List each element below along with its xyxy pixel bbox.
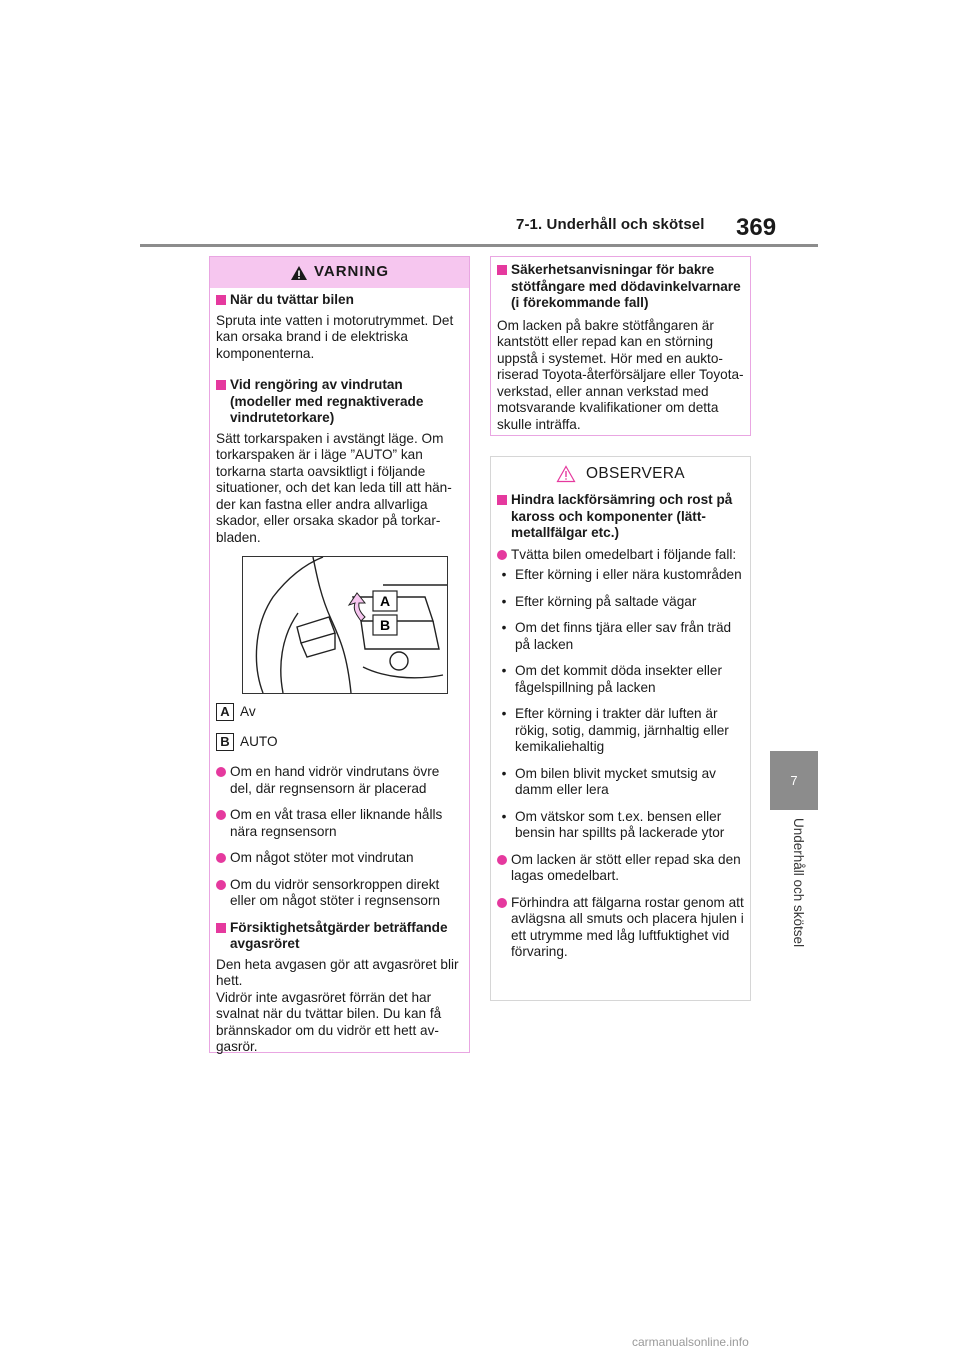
bullet-mark: • [501,620,507,635]
warning-header [210,257,469,288]
steering-column-drawing [243,557,447,693]
list-item [497,852,744,885]
list-item-text: Om vätskor som t.ex. bensen eller bensin har spillts på lackerade ytor [515,808,725,840]
square-bullet-icon [497,265,507,275]
list-item-text: Om det kommit döda insekter eller fågelspillning på lacken [515,663,723,695]
chapter-tab[interactable]: 7 [770,751,818,810]
list-item [497,766,744,799]
bullet-mark: • [501,808,507,824]
bullet-mark: • [501,593,507,609]
list-item-text: Om en våt trasa eller liknande hålls nära regnsensorn [230,807,443,839]
legend-item [216,702,463,722]
square-bullet-icon [216,923,226,933]
warning-triangle-icon [290,265,308,281]
paragraph: Vidrör inte avgasröret förrän det har svalnat när du tvättar bilen. Du kan få brännskador om du vidrör ett hett avgasrör. [216,989,442,1054]
round-bullet-icon [216,853,226,863]
list-item [497,706,744,756]
bullet-mark: • [501,765,507,781]
round-bullet-icon [216,810,226,820]
round-bullet-icon [497,898,507,908]
heading-text: När du tvättar bilen [230,292,354,307]
heading-text: Vid rengöring av vindrutan (modeller med regnaktiverade vindrutetorkare) [230,377,424,425]
watermark: carmanualsonline.info [632,1335,749,1349]
header-rule [140,244,818,247]
chapter-label: Underhåll och skötsel [791,818,806,948]
heading-text: Hindra lackförsämring och rost på kaross och komponenter (lättmetallfälgar etc.) [511,492,733,540]
list-item-text: Om en hand vidrör vindrutans övre del, där regnsensorn är placerad [230,764,440,796]
list-item [216,850,463,867]
wiper-lever-illustration [242,556,448,694]
legend-label: Av [240,703,256,719]
list-item [497,567,744,584]
round-bullet-icon [216,767,226,777]
section-heading [497,262,744,312]
section-heading [216,292,463,309]
bullet-mark: • [501,706,507,721]
square-bullet-icon [216,380,226,390]
list-item [497,809,744,842]
list-item [216,764,463,797]
list-item-text: Efter körning i eller nära kustområden [515,567,742,582]
section-heading [497,492,744,542]
callout-b: B [379,617,391,633]
list-item-text: Om något stöter mot vindrutan [230,850,414,865]
notice-title: OBSERVERA [586,464,685,482]
list-item [216,877,463,910]
bullet-mark: • [501,663,507,678]
heading-text: Säkerhetsanvisningar för bakre stötfångare med dödavinkelvarnare (i förekommande fall) [511,262,741,310]
legend-label: AUTO [240,733,278,749]
callout-a: A [379,593,391,609]
list-item-text: Efter körning i trakter där luften är rökig, sotig, dammig, järnhaltig eller kemikaliehaltig [515,706,729,754]
warning-title: VARNING [313,263,390,281]
list-item-text: Om bilen blivit mycket smutsig av damm eller lera [515,765,716,797]
list-item-text: Förhindra att fälgarna rostar genom att avlägsna all smuts och placera hjulen i ett utrymme med låg luftfuktighet vid förvaring. [511,894,744,959]
section-title: 7-1. Underhåll och skötsel [516,216,705,233]
list-item-text: Om lacken är stött eller repad ska den lagas omedelbart. [511,851,741,883]
round-bullet-icon [216,880,226,890]
list-item-text: Om du vidrör sensorkroppen direkt eller om något stöter i regnsensorn [230,876,441,908]
section-heading [216,920,463,953]
list-item [497,620,744,653]
list-item-text: Om det finns tjära eller sav från träd på lacken [515,620,732,652]
square-bullet-icon [216,295,226,305]
round-bullet-icon [497,550,507,560]
paragraph: Spruta inte vatten i motorutrymmet. Det kan orsaka brand i de elektriska komponenterna. [216,312,454,361]
legend-item [216,732,463,752]
square-bullet-icon [497,495,507,505]
legend-key: A [216,703,234,721]
warning-box [209,256,470,1053]
bullet-mark: • [501,567,507,582]
paragraph: Om lacken på bakre stötfångaren är kantstött eller repad kan en störning uppstå i systemet. Hör med en auktoriserad Toyota-återförsäljare eller Toyota-verkstad, eller annan verkstad med motsvarande kvalifikationer om detta skulle inträffa. [497,317,744,432]
list-item [216,807,463,840]
list-item [497,594,744,611]
list-item-text: Efter körning på saltade vägar [515,593,697,609]
caution-triangle-icon [556,465,576,483]
section-heading [216,377,463,427]
list-item [497,663,744,696]
paragraph: Sätt torkarspaken i avstängt läge. Om torkarspaken är i läge ”AUTO” kan torkarna starta oavsiktligt i följande situationer, och det kan leda till att händer kan fastna eller andra allvarliga skador, eller orsaka skador på torkarbladen. [216,430,452,545]
list-item [497,547,744,564]
notice-header [491,458,750,490]
heading-text: Försiktighetsåtgärder beträffande avgasröret [230,919,448,951]
list-item-text: Tvätta bilen omedelbart i följande fall: [511,546,737,562]
notice-box [490,456,751,1001]
paragraph: Den heta avgasen gör att avgasröret blir hett. [216,956,459,988]
page-number: 369 [736,214,777,241]
legend-key: B [216,733,234,751]
round-bullet-icon [497,855,507,865]
safety-box [490,256,751,436]
list-item [497,895,744,961]
